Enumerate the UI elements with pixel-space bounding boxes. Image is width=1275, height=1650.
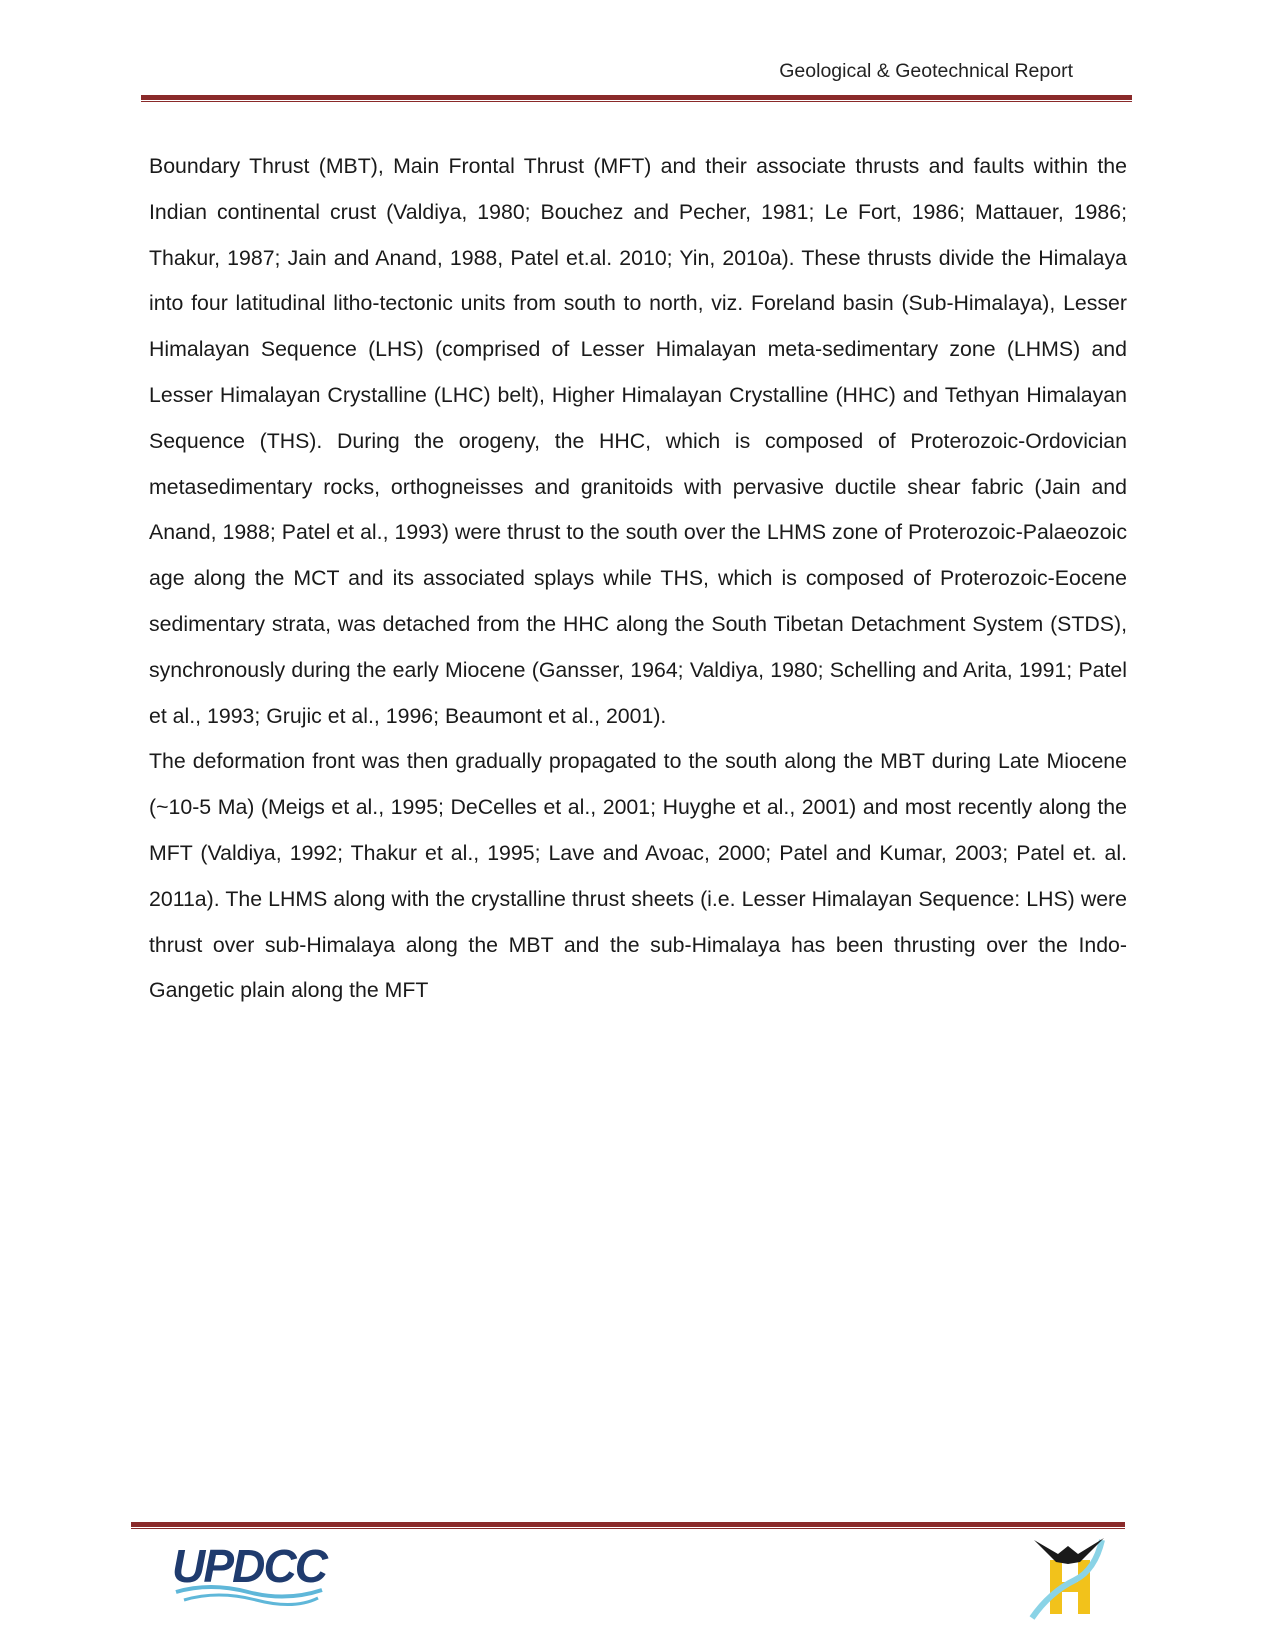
body-paragraph-2: The deformation front was then gradually propagated to the south along the MBT during Late Miocene (~10-5 Ma) (Meigs et al., 1995; DeCelles et al., 2001; Huyghe et al., 2001) and most recently along the MFT (Valdiya, 1992; Thakur et al., 1995; Lave and Avoac, 2000; Patel and Kumar, 2003; Patel et. al. 2011a). The LHMS along with the crystalline thrust sheets (i.e. Lesser Himalayan Sequence: LHS) were thrust over sub-Himalaya along the MBT and the sub-Himalaya has been thrusting over the Indo-Gangetic plain along the MFT: [149, 749, 1127, 1003]
report-body: [149, 144, 1127, 1014]
updcc-logo-icon: [170, 1538, 335, 1608]
footer-divider: [131, 1522, 1125, 1527]
report-header-title: Geological & Geotechnical Report: [779, 60, 1073, 82]
body-paragraph-1: Boundary Thrust (MBT), Main Frontal Thrust (MFT) and their associate thrusts and faults within the Indian continental crust (Valdiya, 1980; Bouchez and Pecher, 1981; Le Fort, 1986; Mattauer, 1986; Thakur, 1987; Jain and Anand, 1988, Patel et.al. 2010; Yin, 2010a). These thrusts divide the Himalaya into four latitudinal litho-tectonic units from south to north, viz. Foreland basin (Sub-Himalaya), Lesser Himalayan Sequence (LHS) (comprised of Lesser Himalayan meta-sedimentary zone (LHMS) and Lesser Himalayan Crystalline (LHC) belt), Higher Himalayan Crystalline (HHC) and Tethyan Himalayan Sequence (THS). During the orogeny, the HHC, which is composed of Proterozoic-Ordovician metasedimentary rocks, orthogneisses and granitoids with pervasive ductile shear fabric (Jain and Anand, 1988; Patel et al., 1993) were thrust to the south over the LHMS zone of Proterozoic-Palaeozoic age along the MCT and its associated splays while THS, which is composed of Proterozoic-Eocene sedimentary strata, was detached from the HHC along the South Tibetan Detachment System (STDS), synchronously during the early Miocene (Gansser, 1964; Valdiya, 1980; Schelling and Arita, 1991; Patel et al., 1993; Grujic et al., 1996; Beaumont et al., 2001).: [149, 154, 1127, 728]
svg-text:UPDCC: UPDCC: [172, 1540, 328, 1592]
bird-h-logo-icon: [1020, 1532, 1110, 1622]
header-divider: [141, 95, 1132, 100]
